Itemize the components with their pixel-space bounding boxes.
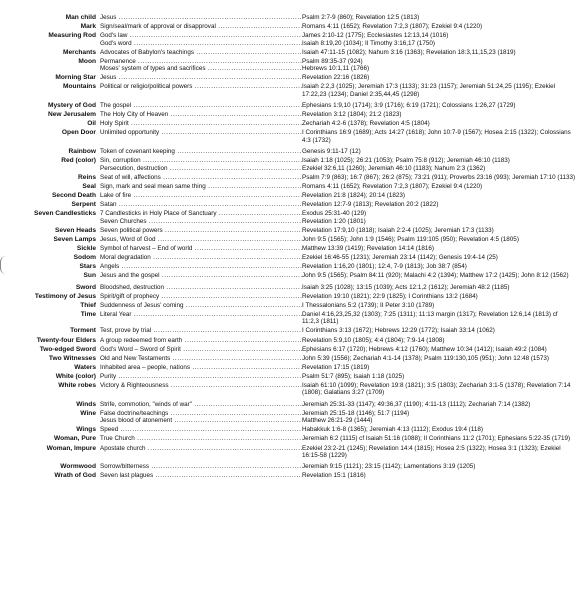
symbol-meaning: Sin, corruption ..... [100, 157, 302, 164]
definition-line [100, 111, 576, 118]
symbol-term: Wormwood [60, 463, 96, 471]
symbol-meaning: Lake of fire ..... [100, 192, 302, 199]
scripture-references: Psalm 89:35-37 (924) [302, 57, 363, 65]
symbol-meaning: Permanence ..... [100, 58, 302, 65]
symbol-definitions [100, 401, 576, 408]
definition-line [100, 355, 576, 362]
symbol-term: Sodom [73, 254, 96, 262]
symbol-definitions [100, 364, 576, 371]
symbol-definitions [100, 192, 576, 199]
symbol-entry [0, 254, 576, 261]
definition-line [100, 236, 576, 243]
symbol-term: Seven Candlesticks [34, 210, 96, 218]
definition-line [100, 102, 576, 109]
symbol-entry [0, 311, 576, 326]
scripture-references: Revelation 17:15 (1819) [302, 363, 370, 371]
symbol-meaning: Satan ..... [100, 201, 302, 208]
symbol-entry [0, 23, 576, 30]
symbol-definitions [100, 327, 576, 334]
scripture-references: Revelation 12:7-9 (1813); Revelation 20:2 (1822) [302, 201, 439, 209]
scripture-references: Ephesians 1:9,10 (1714); 3:9 (1716); 6:19 (1721); Colossians 1:26,27 (1729) [302, 102, 516, 110]
definition-line [100, 311, 576, 326]
definition-line [100, 157, 576, 164]
scripture-references: Hebrews 10:1,11 (1766) [302, 65, 370, 73]
symbol-meaning: Jesus ..... [100, 74, 302, 81]
symbol-entry [0, 263, 576, 270]
symbol-meaning: Jesus blood of atonement ..... [100, 417, 302, 424]
symbol-term: Mark [80, 23, 96, 31]
scripture-references: Jeremiah 25:31-33 (1147); 49:36,37 (1190); 4:11-13 (1112); Zechariah 7:14 (1382) [302, 400, 531, 408]
symbol-meaning: Seven last plagues ..... [100, 472, 302, 479]
definition-line [100, 129, 576, 144]
symbol-term: Second Death [52, 192, 96, 200]
scripture-references: Jeremiah 25:15-18 (1146); 51:7 (1194) [302, 409, 410, 417]
symbol-term: Rainbow [68, 148, 96, 156]
scripture-references: Revelation 19:10 (1821); 22:9 (1825); I Corinthians 13:2 (1684) [302, 292, 478, 300]
symbol-meaning: Seat of will, affections ..... [100, 174, 302, 181]
symbol-meaning: False doctrine/teachings ..... [100, 410, 302, 417]
definition-line [100, 74, 576, 81]
symbol-entry [0, 337, 576, 344]
symbol-meaning: Seven political powers ..... [100, 227, 302, 234]
definition-line [100, 218, 576, 225]
symbol-term: Seven Heads [54, 226, 96, 234]
symbol-definitions [100, 120, 576, 127]
scripture-references: Romans 4:11 (1652); Revelation 7:2,3 (1807); Ezekiel 9:4 (1220) [302, 182, 483, 190]
symbol-entry [0, 293, 576, 300]
symbol-term: Thief [80, 301, 96, 309]
definition-line [100, 346, 576, 353]
definition-line [100, 254, 576, 261]
definition-line [100, 410, 576, 417]
symbol-term: New Jerusalem [47, 111, 96, 119]
definition-line [100, 83, 576, 98]
symbol-term: Woman, Pure [53, 435, 96, 443]
symbol-meaning: The Holy City of Heaven ..... [100, 111, 302, 118]
symbol-term: Red (color) [61, 157, 96, 165]
symbol-entry [0, 355, 576, 362]
symbol-definitions [100, 183, 576, 190]
symbol-meaning: Sign/seal/mark of approval or disapproval ..... [100, 23, 302, 30]
symbol-list [0, 14, 576, 480]
definition-line [100, 272, 576, 279]
symbol-term: Wings [76, 426, 96, 434]
symbol-term: Open Door [61, 129, 96, 137]
symbol-definitions [100, 245, 576, 252]
symbol-definitions [100, 311, 576, 326]
definition-line [100, 472, 576, 479]
symbol-entry [0, 49, 576, 56]
definition-line [100, 49, 576, 56]
definition-line [100, 445, 576, 460]
scripture-references: Daniel 4:16,23,25,32 (1303); 7:25 (1311); 11:13 margin (1317); Revelation 12:6,14 (1813) cf 11:2,3 (1811) [302, 310, 558, 326]
definition-line [100, 327, 576, 334]
symbol-definitions [100, 284, 576, 291]
symbol-definitions [100, 410, 576, 425]
symbol-term: Seal [82, 182, 96, 190]
symbol-term: Two-edged Sword [39, 345, 96, 353]
scripture-references: Isaiah 2:2,3 (1025); Jeremiah 17:3 (1133); 31:23 (1157); Jeremiah 51:24,25 (1195); Ezekiel 17:22,23 (1234); Daniel 2:35,44,45 (1298) [302, 83, 556, 98]
symbol-definitions [100, 102, 576, 109]
definition-line [100, 417, 576, 424]
definition-line [100, 401, 576, 408]
scripture-references: Isaiah 3:25 (1028); 13:15 (1039); Acts 12:1,2 (1612); Jeremiah 48:2 (1185) [302, 283, 510, 291]
definition-line [100, 284, 576, 291]
symbol-meaning: Political or religio/political powers ..... [100, 83, 302, 90]
scripture-references: Revelation 22:16 (1826) [302, 74, 370, 82]
symbol-meaning: Jesus ..... [100, 14, 302, 21]
symbol-entry [0, 183, 576, 190]
symbol-term: Oil [87, 120, 96, 128]
symbol-entry [0, 382, 576, 397]
symbol-definitions [100, 293, 576, 300]
definition-line [100, 210, 576, 217]
symbol-entry [0, 174, 576, 181]
symbol-definitions [100, 355, 576, 362]
symbol-meaning: Advocates of Babylon's teachings ..... [100, 49, 302, 56]
symbol-meaning: Token of covenant keeping ..... [100, 148, 302, 155]
symbol-meaning: Bloodshed, destruction ..... [100, 284, 302, 291]
scripture-references: Ezekiel 23:2-21 (1245); Revelation 14:4 (1815); Hosea 2:5 (1322); Hosea 3:1 (1323); Ezekiel 16:15-58 (1229) [302, 444, 561, 459]
symbol-entry [0, 192, 576, 199]
symbol-meaning: Old and New Testaments ..... [100, 355, 302, 362]
definition-line [100, 382, 576, 397]
scripture-references: Isaiah 8:19,20 (1034); II Timothy 3:16,17 (1750) [302, 39, 436, 47]
symbol-meaning: A group redeemed from earth ..... [100, 337, 302, 344]
symbol-entry [0, 472, 576, 479]
symbol-entry [0, 272, 576, 279]
symbol-term: Morning Star [55, 74, 96, 82]
symbol-definitions [100, 302, 576, 309]
definition-line [100, 120, 576, 127]
symbol-meaning: Suddenness of Jesus' coming ..... [100, 302, 302, 309]
symbol-meaning: Jesus, Word of God ..... [100, 236, 302, 243]
symbol-entry [0, 102, 576, 109]
symbol-definitions [100, 201, 576, 208]
symbol-entry [0, 74, 576, 81]
symbol-definitions [100, 157, 576, 172]
definition-line [100, 192, 576, 199]
symbol-entry [0, 210, 576, 225]
scripture-references: Isaiah 1:18 (1025); 26:21 (1053); Psalm 75:8 (912); Jeremiah 46:10 (1183) [302, 157, 510, 165]
scripture-references: Isaiah 61:10 (1099); Revelation 19:8 (1821); 3:5 (1803); Zechariah 3:1-5 (1378); Revelation 7:14 (1808); Galatians 3:27 (1709) [302, 381, 571, 397]
symbol-term: Two Witnesses [48, 354, 96, 362]
symbol-meaning: Literal Year ..... [100, 311, 302, 318]
symbol-meaning: Purity ..... [100, 373, 302, 380]
scripture-references: Psalm 51:7 (895); Isaiah 1:18 (1025) [302, 372, 405, 380]
symbol-entry [0, 14, 576, 21]
definition-line [100, 32, 576, 39]
symbol-definitions [100, 148, 576, 155]
symbol-meaning: Test, prove by trial ..... [100, 327, 302, 334]
definition-line [100, 14, 576, 21]
symbol-entry [0, 284, 576, 291]
scripture-references: Ezekiel 16:46-55 (1231); Jeremiah 23:14 (1142); Genesis 19:4-14 (25) [302, 254, 498, 262]
symbol-entry [0, 410, 576, 425]
symbol-meaning: Persecution, destruction ..... [100, 165, 302, 172]
symbol-term: White robes [58, 381, 96, 389]
scripture-references: Revelation 5:9,10 (1805); 4:4 (1804); 7:9-14 (1808) [302, 336, 445, 344]
symbol-meaning: Victory & Righteousness ..... [100, 382, 302, 389]
symbol-term: Sickle [76, 244, 96, 252]
symbol-entry [0, 83, 576, 98]
symbol-meaning: Seven Churches ..... [100, 218, 302, 225]
symbol-definitions [100, 58, 576, 73]
symbol-definitions [100, 14, 576, 21]
symbol-term: Testimony of Jesus [34, 292, 96, 300]
scripture-references: Revelation 1:20 (1801) [302, 217, 366, 225]
definition-line [100, 174, 576, 181]
symbol-meaning: Strife, commotion, "winds of war" ..... [100, 401, 302, 408]
symbol-term: Man child [65, 14, 96, 21]
symbol-definitions [100, 463, 576, 470]
symbol-entry [0, 445, 576, 460]
symbol-term: Serpent [71, 201, 96, 209]
symbol-entry [0, 227, 576, 234]
definition-line [100, 65, 576, 72]
symbol-meaning: Angels ..... [100, 263, 302, 270]
symbol-definitions [100, 337, 576, 344]
symbol-term: Wine [80, 409, 96, 417]
symbol-term: Moon [78, 57, 96, 65]
symbol-term: Seven Lamps [53, 235, 96, 243]
symbol-entry [0, 426, 576, 433]
symbol-meaning: True Church ..... [100, 435, 302, 442]
definition-line [100, 373, 576, 380]
scripture-references: Matthew 26:21-29 (1444) [302, 417, 373, 425]
symbol-meaning: Speed ..... [100, 426, 302, 433]
symbol-definitions [100, 83, 576, 98]
scripture-references: John 5:39 (1556); Zechariah 4:1-14 (1378); Psalm 119:130,105 (951); John 12:48 (1573) [302, 354, 550, 362]
definition-line [100, 364, 576, 371]
symbol-term: Mountains [63, 83, 96, 91]
symbol-term: Sword [75, 283, 96, 291]
definition-line [100, 183, 576, 190]
scripture-references: I Thessalonians 5:2 (1739); II Peter 3:10 (1789) [302, 301, 435, 309]
definition-line [100, 58, 576, 65]
symbol-entry [0, 32, 576, 47]
symbol-term: Merchants [63, 48, 96, 56]
symbol-entry [0, 302, 576, 309]
scripture-references: Ezekiel 32:6,11 (1260); Jeremiah 46:10 (1183); Nahum 2:3 (1362) [302, 164, 486, 172]
scripture-references: Psalm 2:7-9 (860); Revelation 12:5 (1813) [302, 14, 420, 21]
symbol-term: Measuring Rod [48, 32, 96, 40]
scripture-references: Genesis 9:11-17 (12) [302, 148, 361, 156]
symbol-entry [0, 463, 576, 470]
symbol-definitions [100, 263, 576, 270]
symbol-meaning: God's law ..... [100, 32, 302, 39]
scripture-references: Revelation 15:1 (1816) [302, 472, 366, 480]
symbol-definitions [100, 174, 576, 181]
symbol-definitions [100, 426, 576, 433]
symbol-definitions [100, 129, 576, 144]
scripture-references: Revelation 17:9,10 (1818); Isaiah 2:2-4 (1025); Jeremiah 17:3 (1133) [302, 226, 494, 234]
scripture-references: Habakkuk 1:6-8 (1365); Jeremiah 4:13 (1112); Exodus 19:4 (118) [302, 426, 483, 434]
definition-line [100, 148, 576, 155]
symbol-entry [0, 401, 576, 408]
page-curl-mark [0, 256, 7, 274]
symbol-meaning: Symbol of harvest – End of world ..... [100, 245, 302, 252]
symbol-meaning: Apostate church ..... [100, 445, 302, 452]
definition-line [100, 302, 576, 309]
symbol-meaning: Unlimited opportunity ..... [100, 129, 302, 136]
symbol-entry [0, 435, 576, 442]
definition-line [100, 201, 576, 208]
symbol-meaning: Moses' system of types and sacrifices ..... [100, 65, 302, 72]
symbol-term: Time [80, 310, 96, 318]
symbol-definitions [100, 74, 576, 81]
definition-line [100, 293, 576, 300]
symbol-definitions [100, 435, 576, 442]
symbol-definitions [100, 254, 576, 261]
symbol-meaning: God's word ..... [100, 40, 302, 47]
scripture-references: John 9:5 (1565); John 1:9 (1546); Psalm 119:105 (950); Revelation 4:5 (1805) [302, 235, 519, 243]
definition-line [100, 426, 576, 433]
definition-line [100, 40, 576, 47]
symbol-meaning: 7 Candlesticks in Holy Place of Sanctuary ..... [100, 210, 302, 217]
symbol-entry [0, 236, 576, 243]
symbol-term: Waters [74, 363, 96, 371]
symbol-term: Sun [83, 272, 96, 280]
symbol-term: Wrath of God [54, 472, 96, 480]
symbol-entry [0, 111, 576, 118]
symbol-meaning: Holy Spirit ..... [100, 120, 302, 127]
scripture-references: Revelation 3:12 (1804); 21:2 (1823) [302, 111, 402, 119]
definition-line [100, 435, 576, 442]
symbol-definitions [100, 32, 576, 47]
definition-line [100, 337, 576, 344]
symbol-term: White (color) [55, 372, 96, 380]
scripture-references: Revelation 21:8 (1824); 20:14 (1823) [302, 192, 405, 200]
scripture-references: Jeremiah 9:15 (1121); 23:15 (1142); Lamentations 3:19 (1205) [302, 463, 476, 471]
definition-line [100, 165, 576, 172]
symbol-entry [0, 373, 576, 380]
symbol-entry [0, 148, 576, 155]
scripture-references: Psalm 7:9 (863); 16:7 (867); 26:2 (875); 73:21 (911); Proverbs 23:16 (993); Jeremiah 17:10 (1133) [302, 173, 576, 181]
symbol-definitions [100, 23, 576, 30]
symbol-entry [0, 157, 576, 172]
scripture-references: I Corinthians 3:13 (1672); Hebrews 12:29 (1772); Isaiah 33:14 (1062) [302, 327, 495, 335]
symbol-definitions [100, 272, 576, 279]
symbol-definitions [100, 111, 576, 118]
symbol-entry [0, 346, 576, 353]
symbol-entry [0, 120, 576, 127]
symbol-entry [0, 201, 576, 208]
scripture-references: Zechariah 4:2-6 (1378); Revelation 4:5 (1804) [302, 120, 430, 128]
symbol-term: Woman, Impure [46, 444, 96, 452]
symbol-definitions [100, 346, 576, 353]
symbol-entry [0, 245, 576, 252]
symbol-meaning: God's Word – Sword of Spirit ..... [100, 346, 302, 353]
definition-line [100, 263, 576, 270]
scripture-references: James 2:10-12 (1775); Ecclesiastes 12:13,14 (1016) [302, 32, 449, 40]
scripture-references: Isaiah 47:11-15 (1082); Nahum 3:16 (1363); Revelation 18:3,11,15,23 (1819) [302, 48, 516, 56]
symbol-definitions [100, 227, 576, 234]
symbol-meaning: Moral degradation ..... [100, 254, 302, 261]
symbol-term: Stars [79, 263, 96, 271]
symbol-definitions [100, 472, 576, 479]
definition-line [100, 227, 576, 234]
scripture-references: I Corinthians 16:9 (1689); Acts 14:27 (1618); John 10:7-9 (1567); Hosea 2:15 (1322); Colossians 4:3 (1732) [302, 129, 571, 144]
symbol-term: Twenty-four Elders [36, 336, 96, 344]
symbol-meaning: Sorrow/bitterness ..... [100, 463, 302, 470]
definition-line [100, 23, 576, 30]
scripture-references: Exodus 25:31-40 (129) [302, 210, 367, 218]
symbol-entry [0, 364, 576, 371]
scripture-references: Romans 4:11 (1652); Revelation 7:2,3 (1807); Ezekiel 9:4 (1220) [302, 23, 483, 31]
symbol-meaning: Inhabited area – people, nations ..... [100, 364, 302, 371]
symbol-definitions [100, 382, 576, 397]
scripture-references: John 9:5 (1565); Psalm 84:11 (920); Malachi 4:2 (1394); Matthew 17:2 (1425); John 8:12 (1562) [302, 272, 569, 280]
scripture-references: Matthew 13:39 (1419); Revelation 14:14 (1816) [302, 244, 434, 252]
symbol-term: Torment [70, 327, 96, 335]
scripture-references: Ephesians 6:17 (1720); Hebrews 4:12 (1760); Matthew 10:34 (1412); Isaiah 49:2 (1084) [302, 345, 547, 353]
scripture-references: Revelation 1:16,20 (1801); 12:4, 7-9 (1813); Job 38:7 (854) [302, 263, 467, 271]
symbol-definitions [100, 373, 576, 380]
symbol-entry [0, 327, 576, 334]
definition-line [100, 463, 576, 470]
symbol-meaning: The gospel ..... [100, 102, 302, 109]
symbol-definitions [100, 236, 576, 243]
symbol-definitions [100, 49, 576, 56]
symbol-meaning: Sign, mark and seal mean same thing ..... [100, 183, 302, 190]
symbol-meaning: Spirit/gift of prophecy ..... [100, 293, 302, 300]
scripture-references: Jeremiah 6:2 (1115) cf Isaiah 51:16 (1088); II Corinthians 11:2 (1701); Ephesians 5:22-35 (1719) [302, 435, 571, 443]
symbol-term: Mystery of God [48, 102, 96, 110]
definition-line [100, 245, 576, 252]
symbol-entry [0, 129, 576, 144]
symbol-term: Winds [76, 400, 96, 408]
symbol-meaning: Jesus and the gospel ..... [100, 272, 302, 279]
symbol-term: Reins [78, 173, 96, 181]
symbol-entry [0, 58, 576, 73]
symbol-definitions [100, 210, 576, 225]
symbol-definitions [100, 445, 576, 460]
